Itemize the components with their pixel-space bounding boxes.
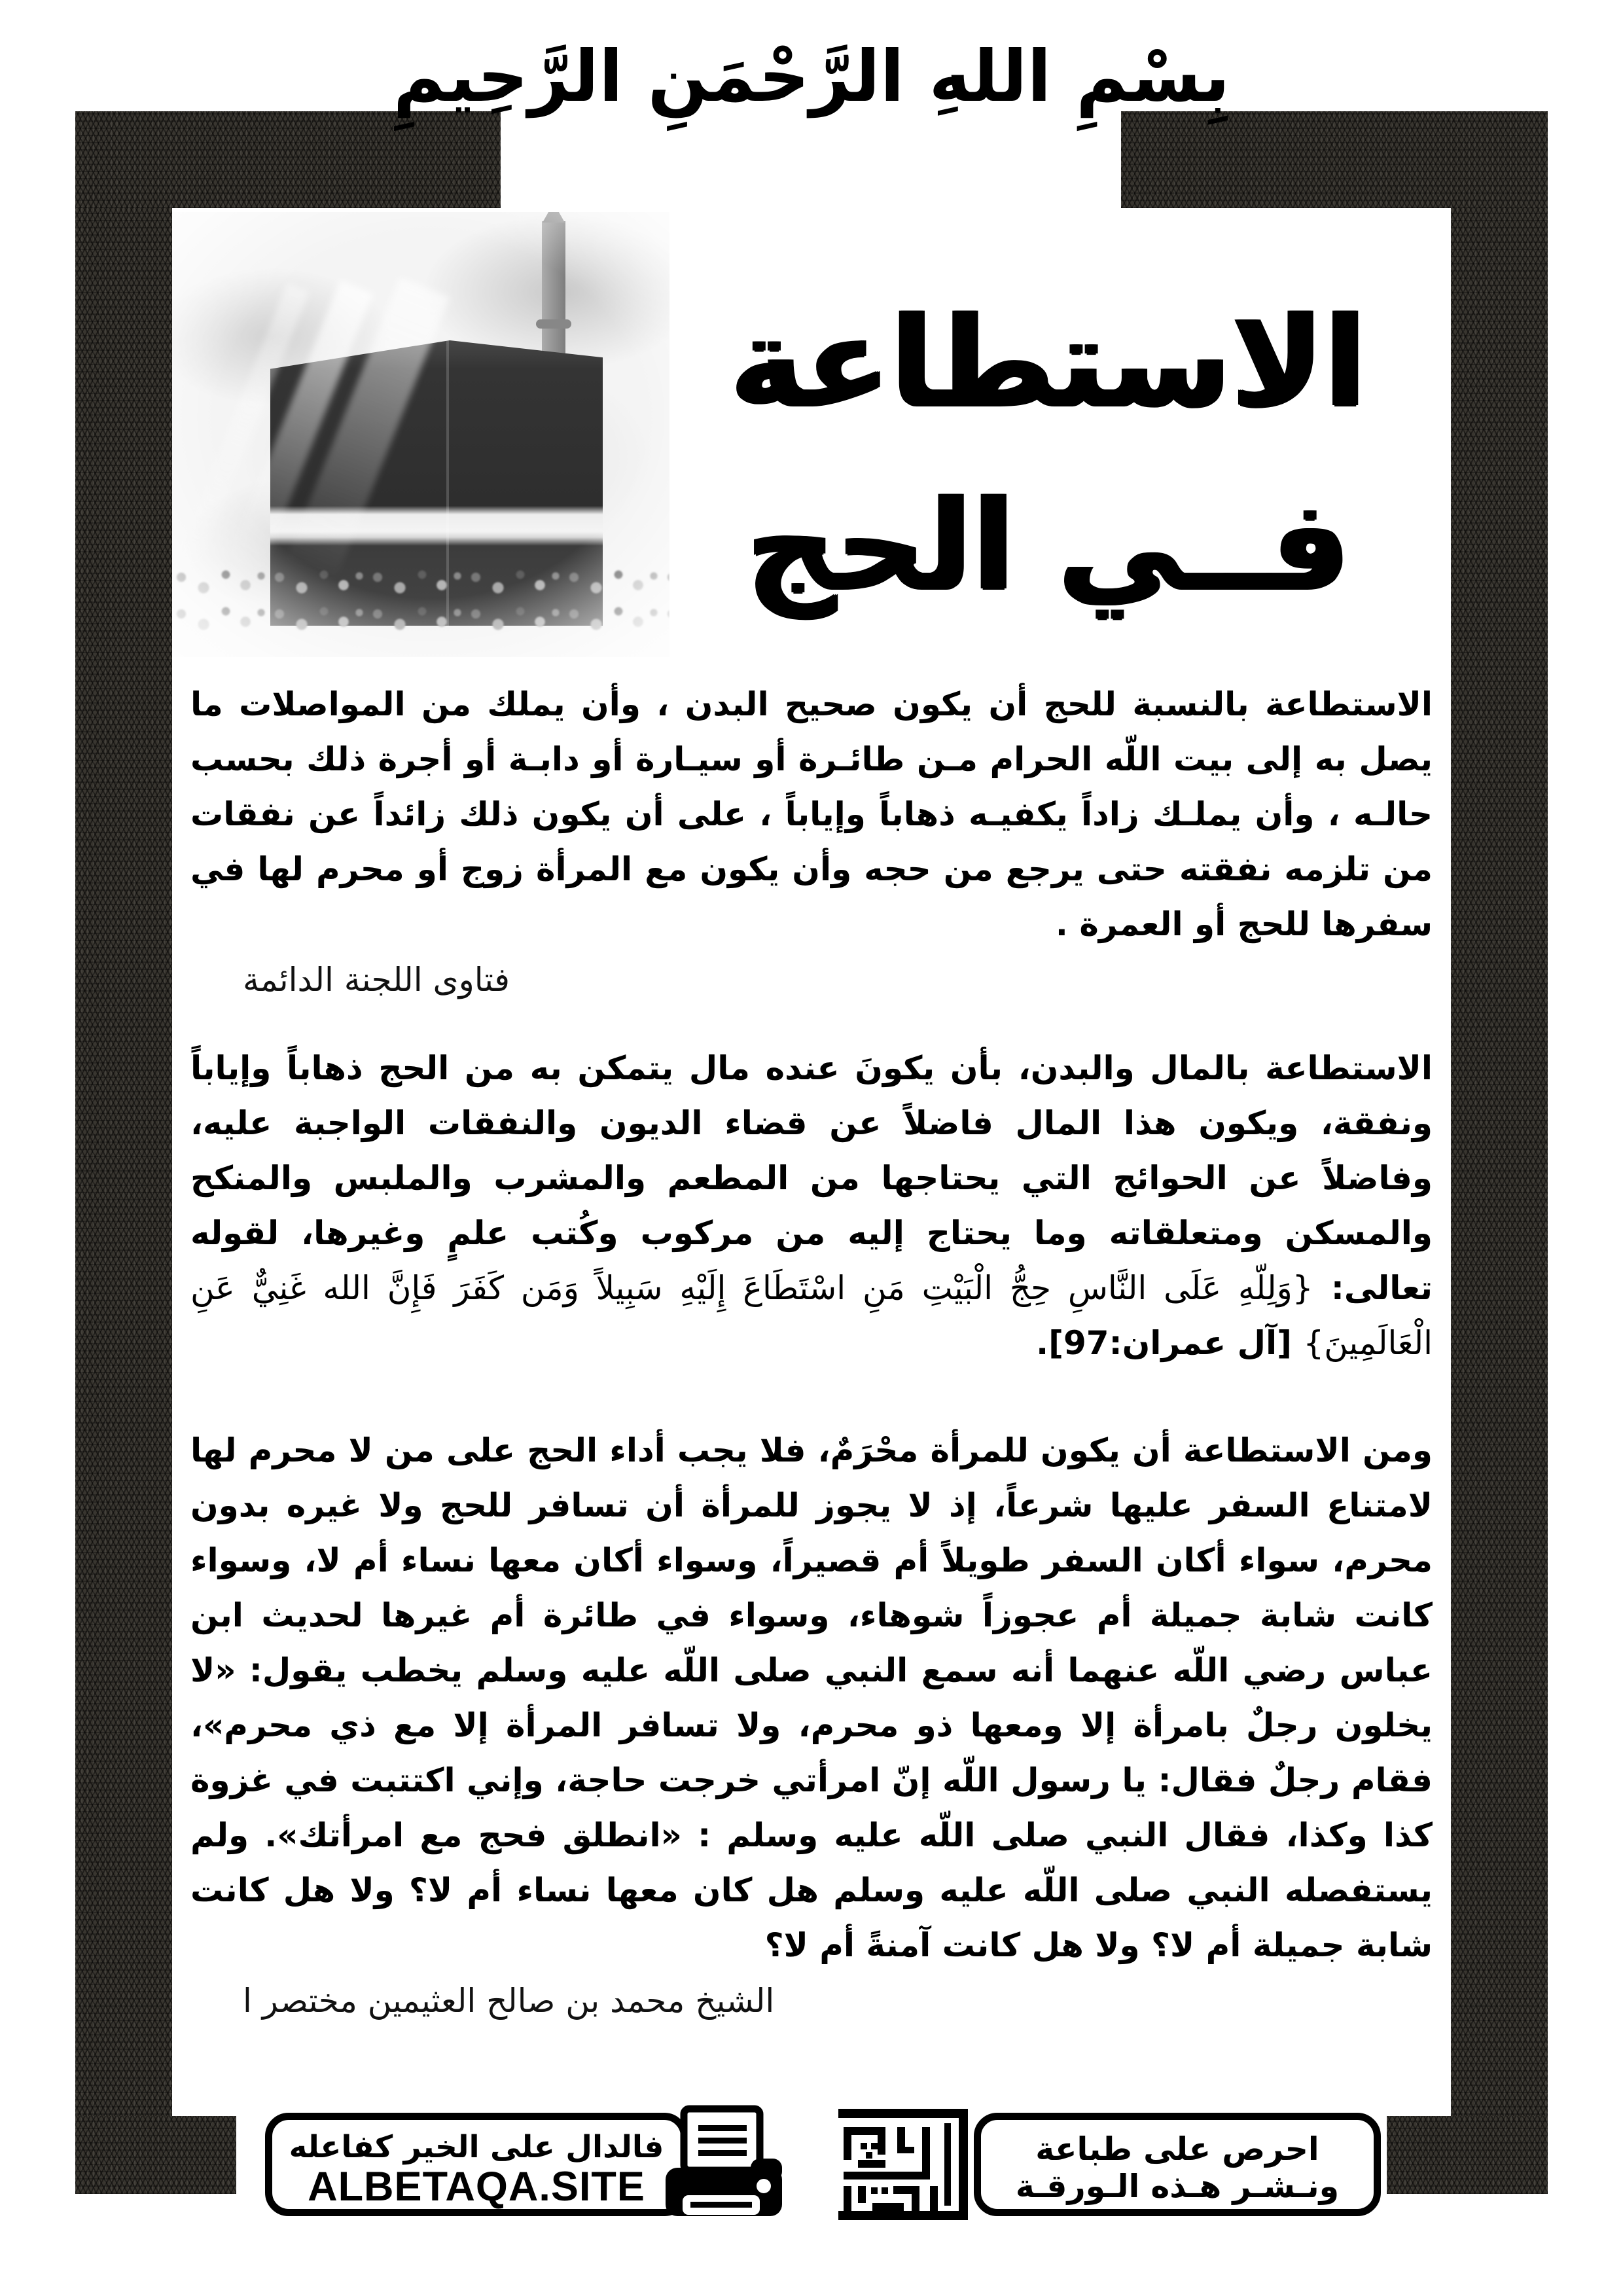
photo-edge-fade bbox=[172, 212, 669, 657]
mahram-section bbox=[190, 1423, 1433, 2020]
mahram-paragraph: ومن الاستطاعة أن يكون للمرأة محْرَمٌ، فلا يجب أداء الحج على من لا محرم لها لامتناع السفر عليها شرعاً، إذ لا يجوز للمرأة أن تسافر للحج ولا غيره بدون محرم، سواء أكان السفر طويلاً أم قصيراً، وسواء أكان معها نساء أم لا، وسواء كانت شابة جميلة أم عجوزاً شوهاء، وسواء في طائرة أم غيرها لحديث ابن عباس رضي اللّه عنهما أنه سمع النبي صلى اللّه عليه وسلم يخطب يقول: «لا يخلون رجلٌ بامرأة إلا ومعها ذو محرم، ولا تسافر المرأة إلا مع ذي محرم»، فقام رجلٌ فقال: يا رسول اللّه إنّ امرأتي خرجت حاجة، وإني اكتتبت في غزوة كذا وكذا، فقال النبي صلى اللّه عليه وسلم : «انطلق فحج مع امرأتك». ولم يستفصله النبي صلى اللّه عليه وسلم هل كان معها نساء أم لا؟ ولا هل كانت شابة جميلة أم لا؟ ولا هل كانت آمنةً أم لا؟ bbox=[190, 1431, 1433, 1964]
frame-texture-right-border bbox=[1451, 208, 1548, 2194]
print-box-line-2: ونـشـر هـذه الـورقـة bbox=[1015, 2168, 1340, 2205]
wealth-health-paragraph bbox=[190, 1041, 1433, 1371]
frame-texture-bottom-left-corner bbox=[75, 2116, 236, 2194]
page-title bbox=[718, 271, 1379, 637]
fatwa-paragraph: الاستطاعة بالنسبة للحج أن يكون صحيح البدن ، وأن يملك من المواصلات ما يصل به إلى بيت اللّه الحرام مـن طائـرة أو سيـارة أو دابـة أو أجرة ذلك بحسب حالـه ، وأن يملـك زاداً يكفيـه ذهاباً وإياباً ، على أن يكون ذلك زائداً عن نفقات من تلزمه نفقته حتى يرجع من حجه وأن يكون مع المرأة زوج أو محرم لها في سفرها للحج أو العمرة . bbox=[190, 685, 1433, 943]
frame-texture-left-border bbox=[75, 208, 172, 2194]
albetaqa-share-box bbox=[265, 2113, 688, 2216]
verse-reference: [آل عمران:97]. bbox=[1036, 1324, 1292, 1362]
share-box-arabic-line: فالدال على الخير كفاعله bbox=[289, 2129, 664, 2165]
content-panel bbox=[172, 208, 1451, 2116]
frame-texture-top-left bbox=[75, 111, 501, 208]
fatwa-source-attribution: فتاوى اللجنة الدائمة bbox=[243, 961, 510, 999]
printer-icon bbox=[664, 2105, 783, 2220]
title-line-1: الاستطاعة bbox=[730, 290, 1367, 435]
site-name: ALBETAQA.SITE bbox=[308, 2164, 645, 2210]
sheikh-attribution: الشيخ محمد بن صالح العثيمين مختصر ا bbox=[243, 1982, 775, 2020]
frame-texture-top-right bbox=[1121, 111, 1548, 208]
frame-texture-bottom-right-corner bbox=[1387, 2116, 1548, 2194]
paragraph-lead: الاستطاعة بالمال والبدن، بأن يكونَ عنده مال يتمكن به من الحج ذهاباً وإياباً ونفقة، ويكون هذا المال فاضلاً عن قضاء الديون والنفقات الواجبة عليه، وفاضلاً عن الحوائج التي يحتاجها من المطعم والمشرب والملبس والمنكح والمسكن ومتعلقاته وما يحتاج إليه من مركوب وكُتب علمٍ وغيرها، لقوله تعالى: bbox=[190, 1049, 1433, 1307]
kaaba-photo bbox=[172, 212, 669, 657]
print-advice-box bbox=[974, 2113, 1381, 2216]
title-line-2: فــي الحج bbox=[746, 473, 1351, 618]
square-kufic-dawah-logo-icon bbox=[834, 2109, 972, 2220]
print-box-line-1: احرص على طباعة bbox=[1035, 2130, 1319, 2168]
fatwa-section bbox=[190, 677, 1433, 999]
bismillah-calligraphy: بِسْمِ اللهِ الرَّحْمَنِ الرَّحِيمِ bbox=[393, 36, 1230, 118]
quran-verse: {وَلِلّهِ عَلَى النَّاسِ حِجُّ الْبَيْتِ مَنِ اسْتَطَاعَ إِلَيْهِ سَبِيلاً وَمَن كَفَرَ فَإِنَّ الله غَنِيٌّ عَنِ الْعَالَمِينَ} bbox=[190, 1269, 1433, 1362]
wealth-health-section bbox=[190, 1041, 1433, 1371]
